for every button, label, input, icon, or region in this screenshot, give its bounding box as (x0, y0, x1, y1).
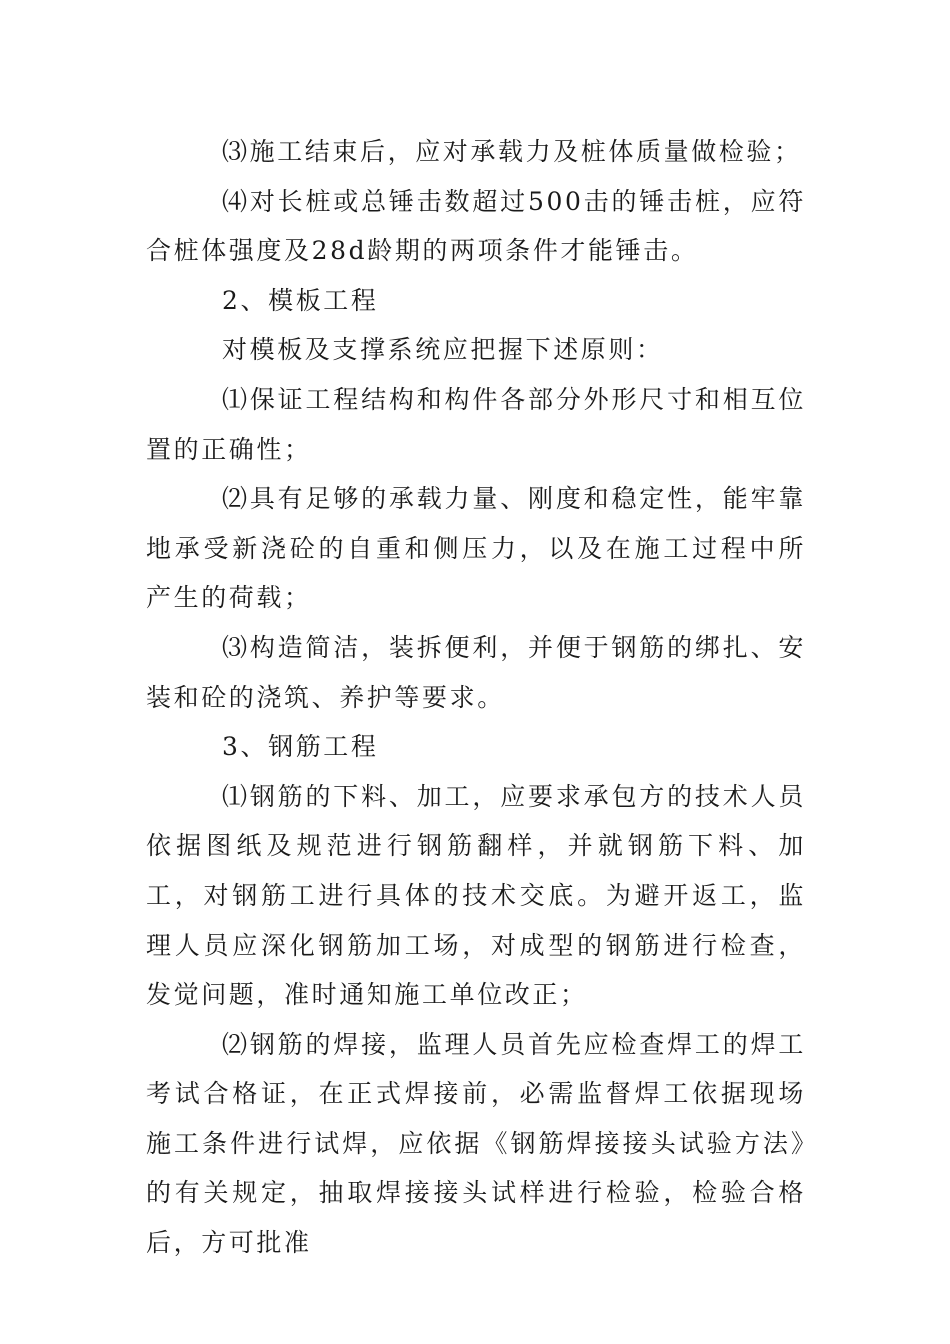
paragraph-formwork-dimensions: ⑴保证工程结构和构件各部分外形尺寸和相互位置的正确性； (146, 384, 806, 464)
paragraph-rebar-cutting: ⑴钢筋的下料、加工，应要求承包方的技术人员依据图纸及规范进行钢筋翻样，并就钢筋下料、加工，对钢筋工进行具体的技术交底。为避开返工，监理人员应深化钢筋加工场，对成型的钢筋进行检查，发觉问题，准时通知施工单位改正； (146, 781, 806, 1010)
paragraph-formwork-construction: ⑶构造简洁，装拆便利，并便于钢筋的绑扎、安装和砼的浇筑、养护等要求。 (146, 632, 806, 712)
paragraph-rebar-welding: ⑵钢筋的焊接，监理人员首先应检查焊工的焊工考试合格证，在正式焊接前，必需监督焊工依据现场施工条件进行试焊，应依据《钢筋焊接接头试验方法》的有关规定，抽取焊接接头试样进行检验，检验合格后，方可批准 (146, 1029, 806, 1258)
section-heading-rebar: 3、钢筋工程 (222, 732, 379, 762)
paragraph-formwork-strength: ⑵具有足够的承载力量、刚度和稳定性，能牢靠地承受新浇砼的自重和侧压力，以及在施工过程中所产生的荷载； (146, 484, 806, 613)
paragraph-formwork-principles: 对模板及支撑系统应把握下述原则： (222, 335, 664, 365)
section-heading-formwork: 2、模板工程 (222, 285, 379, 315)
paragraph-pile-inspection: ⑶施工结束后，应对承载力及桩体质量做检验； (222, 137, 802, 166)
paragraph-long-pile-condition: ⑷对长桩或总锤击数超过500击的锤击桩，应符合桩体强度及28d龄期的两项条件才能锤击。 (146, 186, 806, 266)
document-page (146, 127, 806, 1268)
